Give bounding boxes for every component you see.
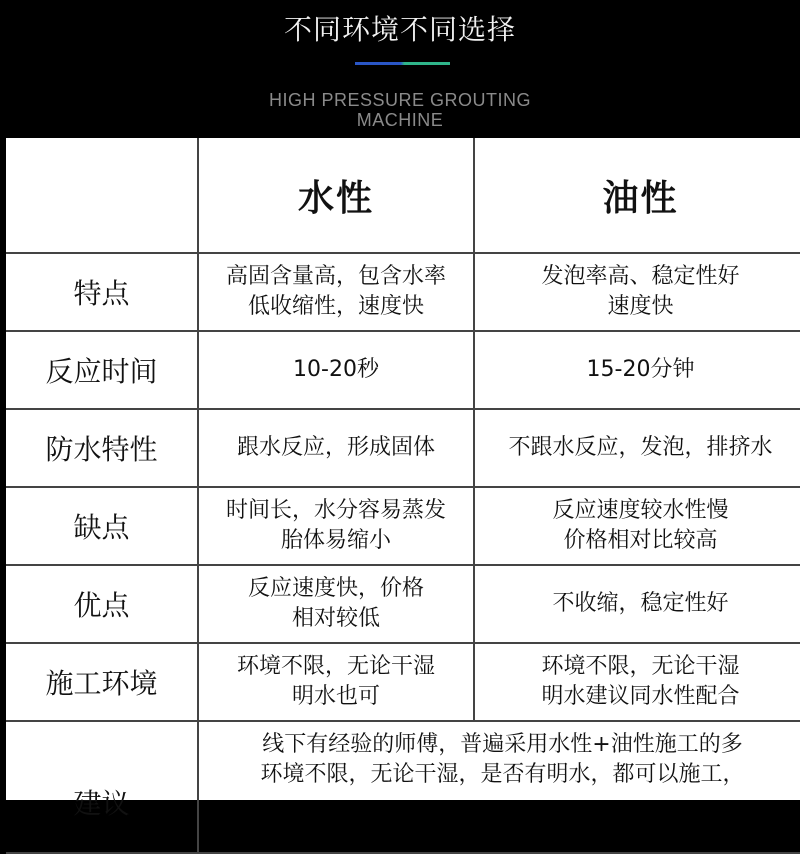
cell-line: 反应速度较水性慢 <box>552 498 729 523</box>
cell-line: 高固含量高，包含水率 <box>225 264 446 289</box>
oil-cell <box>474 565 800 643</box>
oil-cell <box>474 643 800 721</box>
page-subtitle <box>0 90 800 130</box>
cell-line: 不跟水反应，发泡，排挤水 <box>508 435 773 460</box>
cell-line: 15-20分钟 <box>586 357 695 382</box>
cell-line: 环境不限，无论干湿，是否有明水，都可以施工， <box>260 762 745 787</box>
cell-line: 不收缩，稳定性好 <box>552 591 729 616</box>
row-label: 反应时间 <box>6 331 198 409</box>
oil-cell <box>474 253 800 331</box>
header-banner <box>0 0 800 138</box>
oil-cell <box>474 409 800 487</box>
row-label: 建议 <box>6 721 198 853</box>
cell-line: 反应速度快，价格 <box>247 576 424 601</box>
column-header-oil: 油性 <box>474 138 800 253</box>
cell-line: 10-20秒 <box>293 357 379 382</box>
comparison-table <box>6 138 800 854</box>
row-label: 特点 <box>6 253 198 331</box>
water-cell <box>198 331 474 409</box>
page-title: 不同环境不同选择 <box>283 13 516 46</box>
table-row <box>6 253 800 331</box>
table-row <box>6 331 800 409</box>
cell-line: 跟水反应，形成固体 <box>236 435 435 460</box>
title-accent-line <box>355 62 450 65</box>
cell-line: 价格相对比较高 <box>563 528 718 553</box>
table-header-row <box>6 138 800 253</box>
row-label: 防水特性 <box>6 409 198 487</box>
water-cell <box>198 409 474 487</box>
cell-line: 明水建议同水性配合 <box>541 684 740 709</box>
cell-line: 线下有经验的师傅，普遍采用水性+油性施工的多 <box>262 732 743 757</box>
cell-line: 明水也可 <box>291 684 380 709</box>
table-row <box>6 409 800 487</box>
table-row <box>6 643 800 721</box>
comparison-sheet <box>6 138 800 820</box>
oil-cell <box>474 331 800 409</box>
advice-cell <box>198 721 800 853</box>
water-cell <box>198 487 474 565</box>
subtitle-line: HIGH PRESSURE GROUTING <box>268 90 532 110</box>
water-cell <box>198 565 474 643</box>
row-label: 施工环境 <box>6 643 198 721</box>
row-label: 优点 <box>6 565 198 643</box>
row-label: 缺点 <box>6 487 198 565</box>
corner-cell <box>6 138 198 253</box>
oil-cell <box>474 487 800 565</box>
cell-line: 发泡率高、稳定性好 <box>541 264 740 289</box>
table-row-advice <box>6 721 800 853</box>
table-row <box>6 487 800 565</box>
cell-line: 相对较低 <box>291 606 380 631</box>
subtitle-line: MACHINE <box>356 110 444 130</box>
cell-line: 低收缩性，速度快 <box>247 294 424 319</box>
cell-line: 时间长，水分容易蒸发 <box>225 498 446 523</box>
table-row <box>6 565 800 643</box>
water-cell <box>198 643 474 721</box>
cell-line: 环境不限，无论干湿 <box>541 654 740 679</box>
column-header-water: 水性 <box>198 138 474 253</box>
water-cell <box>198 253 474 331</box>
cell-line: 胎体易缩小 <box>280 528 391 553</box>
cell-line: 环境不限，无论干湿 <box>236 654 435 679</box>
cell-line: 速度快 <box>607 294 674 319</box>
